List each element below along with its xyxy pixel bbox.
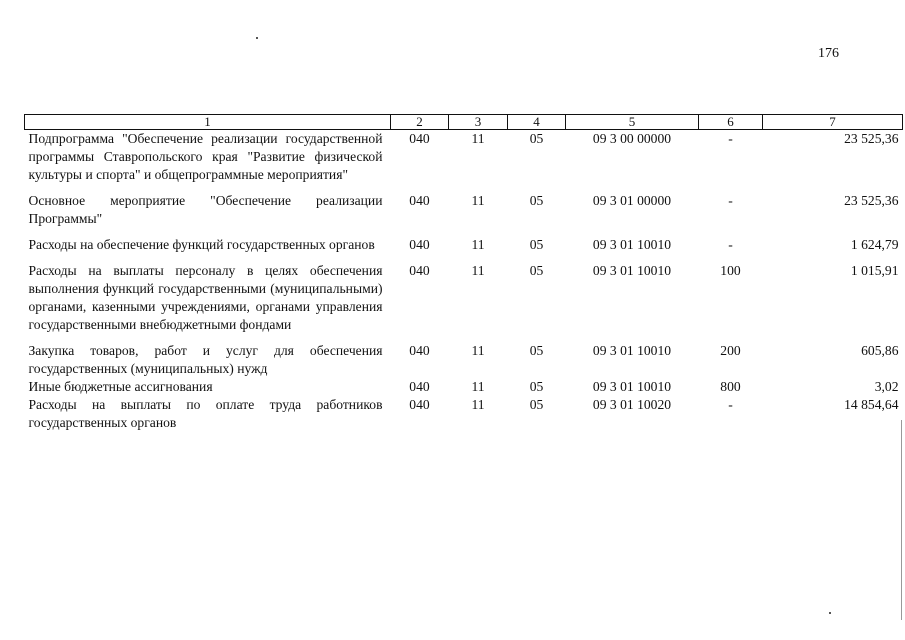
row-expense-type: - — [728, 193, 733, 208]
row-description: Закупка товаров, работ и услуг для обеспечения государственных (муниципальных) нужд — [28, 343, 383, 376]
row-amount: 23 525,36 — [844, 193, 899, 208]
row-ministry-code: 040 — [409, 193, 430, 208]
header-col-2: 2 — [391, 115, 449, 130]
row-description: Расходы на выплаты по оплате труда работников государственных органов — [28, 397, 383, 430]
header-col-7: 7 — [763, 115, 903, 130]
row-description: Подпрограмма "Обеспечение реализации государственной программы Ставропольского края "Развитие физической культуры и спорта" и общепрограммные мероприятия" — [28, 131, 383, 182]
row-ministry-code: 040 — [409, 131, 430, 146]
header-col-6: 6 — [699, 115, 763, 130]
row-description: Расходы на выплаты персоналу в целях обеспечения выполнения функций государственными (муниципальными) органами, казенными учреждениями, органами управления государственными внебюджетными фондами — [28, 263, 383, 332]
table-row — [25, 396, 903, 440]
header-col-3: 3 — [449, 115, 508, 130]
table-row — [25, 342, 903, 378]
table-row — [25, 192, 903, 236]
table-row — [25, 378, 903, 396]
row-target-article: 09 3 01 10010 — [592, 343, 672, 358]
row-target-article: 09 3 01 10010 — [592, 237, 672, 252]
page-number: 176 — [818, 46, 839, 61]
row-subsection: 05 — [529, 379, 544, 394]
row-section: 11 — [471, 237, 485, 252]
row-section: 11 — [471, 343, 485, 358]
table-row — [25, 236, 903, 262]
row-subsection: 05 — [529, 343, 544, 358]
row-expense-type: 800 — [720, 379, 741, 394]
row-amount: 14 854,64 — [844, 397, 899, 412]
row-section: 11 — [471, 131, 485, 146]
row-expense-type: 100 — [720, 263, 741, 278]
row-amount: 3,02 — [874, 379, 899, 394]
row-subsection: 05 — [529, 237, 544, 252]
header-col-1: 1 — [25, 115, 391, 130]
table-row — [25, 130, 903, 193]
row-section: 11 — [471, 263, 485, 278]
row-target-article: 09 3 01 10020 — [592, 397, 672, 412]
row-amount: 1 624,79 — [850, 237, 899, 252]
row-target-article: 09 3 00 00000 — [592, 131, 672, 146]
row-expense-type: 200 — [720, 343, 741, 358]
header-row — [25, 115, 903, 130]
row-amount: 23 525,36 — [844, 131, 899, 146]
row-ministry-code: 040 — [409, 379, 430, 394]
row-section: 11 — [471, 193, 485, 208]
row-section: 11 — [471, 397, 485, 412]
row-amount: 605,86 — [861, 343, 899, 358]
row-subsection: 05 — [529, 397, 544, 412]
row-expense-type: - — [728, 237, 733, 252]
table-row — [25, 262, 903, 342]
row-ministry-code: 040 — [409, 237, 430, 252]
row-amount: 1 015,91 — [850, 263, 899, 278]
row-target-article: 09 3 01 10010 — [592, 379, 672, 394]
row-target-article: 09 3 01 10010 — [592, 263, 672, 278]
row-description: Иные бюджетные ассигнования — [28, 379, 213, 394]
scan-speck — [829, 612, 831, 614]
row-subsection: 05 — [529, 193, 544, 208]
row-subsection: 05 — [529, 263, 544, 278]
scan-edge-line — [901, 420, 902, 620]
row-expense-type: - — [728, 131, 733, 146]
scan-speck — [256, 37, 258, 39]
row-target-article: 09 3 01 00000 — [592, 193, 672, 208]
row-section: 11 — [471, 379, 485, 394]
row-ministry-code: 040 — [409, 343, 430, 358]
row-description: Расходы на обеспечение функций государственных органов — [28, 237, 375, 252]
row-ministry-code: 040 — [409, 263, 430, 278]
header-col-4: 4 — [508, 115, 566, 130]
row-ministry-code: 040 — [409, 397, 430, 412]
row-description: Основное мероприятие "Обеспечение реализации Программы" — [28, 193, 383, 226]
row-expense-type: - — [728, 397, 733, 412]
header-col-5: 5 — [566, 115, 699, 130]
budget-table — [24, 114, 903, 440]
row-subsection: 05 — [529, 131, 544, 146]
